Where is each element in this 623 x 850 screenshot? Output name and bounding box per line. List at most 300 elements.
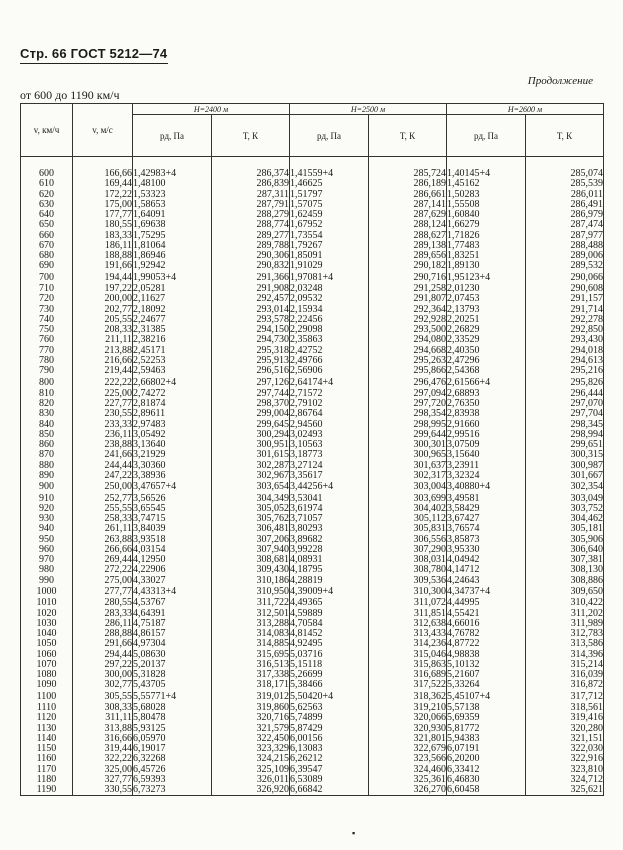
cell-speed-kmh: 760 (21, 335, 73, 345)
cell-temperature-3: 324,712 (526, 775, 604, 785)
cell-pressure-1: 2,05281 (133, 284, 212, 294)
cell-pressure-1: 2,38216 (133, 335, 212, 345)
cell-speed-kmh: 1010 (21, 598, 73, 608)
cell-pressure-1: 3,13640 (133, 440, 212, 450)
cell-pressure-3: 5,45107+4 (447, 691, 526, 704)
cell-temperature-2: 317,522 (369, 680, 447, 690)
cell-speed-ms: 233,33 (73, 420, 133, 430)
cell-temperature-2: 311,072 (369, 598, 447, 608)
cell-temperature-1: 288,279 (212, 210, 290, 220)
cell-pressure-3: 4,34737+4 (447, 586, 526, 599)
cell-pressure-3: 6,46830 (447, 775, 526, 785)
cell-temperature-1: 308,681 (212, 555, 290, 565)
cell-temperature-2: 302,317 (369, 471, 447, 481)
cell-temperature-1: 291,908 (212, 284, 290, 294)
cell-speed-ms: 194,44 (73, 272, 133, 285)
cell-pressure-1: 5,31828 (133, 670, 212, 680)
cell-speed-ms: 202,77 (73, 305, 133, 315)
cell-speed-ms: 327,77 (73, 775, 133, 785)
cell-temperature-3: 316,872 (526, 680, 604, 690)
cell-speed-ms: 225,00 (73, 389, 133, 399)
cell-temperature-3: 288,488 (526, 241, 604, 251)
cell-temperature-3: 306,640 (526, 545, 604, 555)
cell-pressure-3: 3,32324 (447, 471, 526, 481)
cell-pressure-1: 2,66802+4 (133, 376, 212, 389)
cell-pressure-2: 5,87429 (290, 724, 369, 734)
table-row (21, 471, 604, 481)
cell-temperature-1: 304,349 (212, 494, 290, 504)
cell-temperature-3: 286,491 (526, 200, 604, 210)
cell-temperature-2: 326,270 (369, 785, 447, 796)
cell-pressure-1: 5,80478 (133, 713, 212, 723)
cell-speed-ms: 258,33 (73, 514, 133, 524)
cell-temperature-2: 304,402 (369, 504, 447, 514)
cell-pressure-3: 5,69359 (447, 713, 526, 723)
cell-pressure-3: 6,33412 (447, 765, 526, 775)
cell-speed-ms: 252,77 (73, 494, 133, 504)
table-row (21, 586, 604, 599)
cell-speed-kmh: 910 (21, 494, 73, 504)
table-row (21, 272, 604, 285)
cell-temperature-1: 311,722 (212, 598, 290, 608)
cell-temperature-2: 308,780 (369, 565, 447, 575)
cell-pressure-2: 6,00156 (290, 734, 369, 744)
cell-speed-ms: 294,44 (73, 650, 133, 660)
cell-pressure-1: 1,58653 (133, 200, 212, 210)
cell-temperature-2: 303,699 (369, 494, 447, 504)
cell-temperature-2: 311,851 (369, 609, 447, 619)
cell-temperature-1: 299,004 (212, 409, 290, 419)
table-row (21, 565, 604, 575)
cell-temperature-2: 295,866 (369, 366, 447, 376)
cell-temperature-1: 319,012 (212, 691, 290, 704)
cell-speed-ms: 322,22 (73, 754, 133, 764)
cell-pressure-2: 3,02493 (290, 430, 369, 440)
cell-temperature-3: 285,539 (526, 179, 604, 189)
cell-speed-kmh: 870 (21, 450, 73, 460)
cell-temperature-3: 322,916 (526, 754, 604, 764)
cell-pressure-2: 6,39547 (290, 765, 369, 775)
cell-pressure-3: 4,98838 (447, 650, 526, 660)
cell-speed-ms: 283,33 (73, 609, 133, 619)
cell-pressure-2: 5,26699 (290, 670, 369, 680)
cell-temperature-1: 300,294 (212, 430, 290, 440)
cell-pressure-3: 1,89130 (447, 261, 526, 271)
col-header-temperature-3: T, К (526, 115, 604, 157)
cell-pressure-2: 4,18795 (290, 565, 369, 575)
cell-pressure-3: 5,33264 (447, 680, 526, 690)
cell-temperature-1: 293,578 (212, 315, 290, 325)
cell-temperature-2: 286,189 (369, 179, 447, 189)
cell-pressure-1: 3,05492 (133, 430, 212, 440)
cell-speed-kmh: 1020 (21, 609, 73, 619)
page-title: Стр. 66 ГОСТ 5212—74 (20, 46, 168, 61)
cell-speed-ms: 255,55 (73, 504, 133, 514)
cell-temperature-2: 285,724 (369, 157, 447, 180)
cell-pressure-3: 2,76350 (447, 399, 526, 409)
cell-temperature-3: 312,783 (526, 629, 604, 639)
cell-speed-kmh: 650 (21, 220, 73, 230)
cell-pressure-1: 2,59463 (133, 366, 212, 376)
cell-speed-ms: 211,11 (73, 335, 133, 345)
cell-temperature-1: 305,052 (212, 504, 290, 514)
cell-temperature-3: 293,430 (526, 335, 604, 345)
cell-pressure-2: 1,79267 (290, 241, 369, 251)
cell-temperature-3: 286,011 (526, 190, 604, 200)
cell-pressure-2: 1,97081+4 (290, 272, 369, 285)
cell-pressure-1: 1,64091 (133, 210, 212, 220)
table-row (21, 157, 604, 180)
cell-pressure-1: 2,24677 (133, 315, 212, 325)
cell-pressure-1: 3,30360 (133, 461, 212, 471)
cell-speed-ms: 186,11 (73, 241, 133, 251)
cell-pressure-3: 2,20251 (447, 315, 526, 325)
cell-pressure-3: 3,49581 (447, 494, 526, 504)
cell-speed-ms: 244,44 (73, 461, 133, 471)
cell-speed-kmh: 720 (21, 294, 73, 304)
cell-temperature-3: 305,181 (526, 524, 604, 534)
cell-temperature-2: 289,138 (369, 241, 447, 251)
cell-pressure-1: 3,84039 (133, 524, 212, 534)
cell-speed-kmh: 1040 (21, 629, 73, 639)
cell-speed-ms: 330,55 (73, 785, 133, 796)
cell-temperature-2: 318,362 (369, 691, 447, 704)
cell-pressure-2: 1,57075 (290, 200, 369, 210)
cell-pressure-1: 5,68028 (133, 703, 212, 713)
cell-pressure-2: 3,80293 (290, 524, 369, 534)
cell-speed-kmh: 780 (21, 356, 73, 366)
cell-temperature-1: 313,288 (212, 619, 290, 629)
cell-temperature-3: 290,608 (526, 284, 604, 294)
cell-temperature-1: 320,716 (212, 713, 290, 723)
cell-speed-ms: 277,77 (73, 586, 133, 599)
cell-temperature-1: 307,940 (212, 545, 290, 555)
cell-temperature-1: 303,654 (212, 481, 290, 494)
cell-temperature-3: 311,989 (526, 619, 604, 629)
cell-temperature-2: 297,720 (369, 399, 447, 409)
table-row (21, 524, 604, 534)
cell-pressure-3: 2,47296 (447, 356, 526, 366)
cell-pressure-2: 3,99228 (290, 545, 369, 555)
cell-pressure-2: 3,89682 (290, 535, 369, 545)
cell-temperature-1: 290,832 (212, 261, 290, 271)
cell-temperature-1: 297,126 (212, 376, 290, 389)
cell-speed-ms: 205,55 (73, 315, 133, 325)
col-header-temperature-1: T, К (212, 115, 290, 157)
cell-pressure-1: 3,56526 (133, 494, 212, 504)
cell-temperature-3: 301,667 (526, 471, 604, 481)
cell-temperature-2: 312,638 (369, 619, 447, 629)
cell-pressure-1: 2,89611 (133, 409, 212, 419)
cell-speed-kmh: 1060 (21, 650, 73, 660)
cell-speed-kmh: 670 (21, 241, 73, 251)
cell-speed-kmh: 1180 (21, 775, 73, 785)
cell-temperature-1: 287,311 (212, 190, 290, 200)
table-row (21, 294, 604, 304)
cell-speed-kmh: 930 (21, 514, 73, 524)
cell-speed-ms: 180,55 (73, 220, 133, 230)
cell-temperature-2: 307,290 (369, 545, 447, 555)
cell-temperature-3: 295,826 (526, 376, 604, 389)
cell-speed-kmh: 730 (21, 305, 73, 315)
cell-pressure-1: 3,74715 (133, 514, 212, 524)
cell-speed-ms: 227,77 (73, 399, 133, 409)
cell-speed-ms: 313,88 (73, 724, 133, 734)
cell-pressure-3: 5,10132 (447, 660, 526, 670)
col-header-speed-ms: v, м/с (73, 104, 133, 157)
cell-pressure-1: 6,05970 (133, 734, 212, 744)
cell-pressure-1: 2,18092 (133, 305, 212, 315)
cell-temperature-1: 319,860 (212, 703, 290, 713)
cell-pressure-2: 4,81452 (290, 629, 369, 639)
cell-speed-ms: 241,66 (73, 450, 133, 460)
cell-temperature-2: 325,361 (369, 775, 447, 785)
cell-temperature-2: 296,476 (369, 376, 447, 389)
cell-pressure-2: 4,70584 (290, 619, 369, 629)
cell-pressure-3: 3,76574 (447, 524, 526, 534)
cell-speed-kmh: 1160 (21, 754, 73, 764)
cell-temperature-1: 307,206 (212, 535, 290, 545)
cell-temperature-3: 310,422 (526, 598, 604, 608)
cell-temperature-3: 294,613 (526, 356, 604, 366)
cell-speed-kmh: 820 (21, 399, 73, 409)
cell-temperature-1: 306,481 (212, 524, 290, 534)
cell-pressure-3: 3,23911 (447, 461, 526, 471)
cell-speed-ms: 247,22 (73, 471, 133, 481)
cell-pressure-2: 3,10563 (290, 440, 369, 450)
cell-pressure-2: 3,35617 (290, 471, 369, 481)
cell-speed-ms: 177,77 (73, 210, 133, 220)
cell-temperature-3: 319,416 (526, 713, 604, 723)
cell-temperature-1: 290,306 (212, 251, 290, 261)
cell-temperature-3: 300,987 (526, 461, 604, 471)
table-row (21, 335, 604, 345)
cell-pressure-2: 4,08931 (290, 555, 369, 565)
cell-pressure-3: 3,40880+4 (447, 481, 526, 494)
table-row (21, 576, 604, 586)
cell-pressure-2: 1,85091 (290, 251, 369, 261)
cell-pressure-2: 3,71057 (290, 514, 369, 524)
cell-pressure-2: 2,94560 (290, 420, 369, 430)
cell-temperature-1: 293,014 (212, 305, 290, 315)
cell-temperature-1: 326,011 (212, 775, 290, 785)
cell-speed-kmh: 710 (21, 284, 73, 294)
cell-pressure-3: 6,07191 (447, 744, 526, 754)
cell-speed-ms: 183,33 (73, 231, 133, 241)
cell-temperature-2: 287,629 (369, 210, 447, 220)
cell-temperature-2: 300,965 (369, 450, 447, 460)
cell-speed-kmh: 880 (21, 461, 73, 471)
cell-pressure-2: 5,03716 (290, 650, 369, 660)
table-row (21, 754, 604, 764)
cell-pressure-1: 2,52253 (133, 356, 212, 366)
table-body (21, 157, 604, 796)
cell-temperature-2: 316,689 (369, 670, 447, 680)
table-row (21, 639, 604, 649)
cell-speed-ms: 169,44 (73, 179, 133, 189)
cell-speed-kmh: 1150 (21, 744, 73, 754)
cell-pressure-2: 1,46625 (290, 179, 369, 189)
cell-temperature-2: 308,031 (369, 555, 447, 565)
cell-pressure-3: 6,60458 (447, 785, 526, 796)
cell-pressure-3: 1,40145+4 (447, 157, 526, 180)
cell-pressure-2: 2,71572 (290, 389, 369, 399)
cell-pressure-2: 6,26212 (290, 754, 369, 764)
cell-pressure-1: 1,69638 (133, 220, 212, 230)
cell-speed-ms: 325,00 (73, 765, 133, 775)
cell-speed-ms: 263,88 (73, 535, 133, 545)
cell-speed-kmh: 940 (21, 524, 73, 534)
cell-speed-ms: 316,66 (73, 734, 133, 744)
table-row (21, 785, 604, 796)
cell-temperature-2: 286,661 (369, 190, 447, 200)
cell-speed-kmh: 1140 (21, 734, 73, 744)
table-row (21, 450, 604, 460)
cell-pressure-2: 2,56906 (290, 366, 369, 376)
cell-temperature-1: 286,839 (212, 179, 290, 189)
cell-temperature-3: 309,650 (526, 586, 604, 599)
cell-temperature-3: 322,030 (526, 744, 604, 754)
table-row (21, 481, 604, 494)
cell-speed-kmh: 1170 (21, 765, 73, 775)
cell-temperature-2: 291,807 (369, 294, 447, 304)
cell-temperature-3: 289,532 (526, 261, 604, 271)
cell-temperature-1: 286,374 (212, 157, 290, 180)
cell-pressure-2: 4,39009+4 (290, 586, 369, 599)
cell-pressure-1: 3,47657+4 (133, 481, 212, 494)
cell-pressure-3: 1,50283 (447, 190, 526, 200)
cell-temperature-1: 309,430 (212, 565, 290, 575)
cell-temperature-1: 325,109 (212, 765, 290, 775)
cell-pressure-2: 2,29098 (290, 325, 369, 335)
cell-temperature-2: 288,627 (369, 231, 447, 241)
cell-pressure-1: 1,86946 (133, 251, 212, 261)
cell-temperature-2: 313,433 (369, 629, 447, 639)
cell-pressure-3: 5,57138 (447, 703, 526, 713)
cell-speed-kmh: 610 (21, 179, 73, 189)
cell-temperature-3: 316,039 (526, 670, 604, 680)
cell-pressure-2: 3,53041 (290, 494, 369, 504)
cell-pressure-2: 6,13083 (290, 744, 369, 754)
cell-temperature-3: 292,850 (526, 325, 604, 335)
cell-temperature-3: 314,396 (526, 650, 604, 660)
cell-temperature-3: 287,474 (526, 220, 604, 230)
cell-speed-ms: 219,44 (73, 366, 133, 376)
cell-pressure-1: 2,31385 (133, 325, 212, 335)
table-row (21, 179, 604, 189)
cell-pressure-1: 4,64391 (133, 609, 212, 619)
cell-pressure-3: 1,60840 (447, 210, 526, 220)
cell-temperature-3: 296,444 (526, 389, 604, 399)
cell-temperature-2: 305,831 (369, 524, 447, 534)
cell-temperature-1: 297,744 (212, 389, 290, 399)
cell-speed-kmh: 1000 (21, 586, 73, 599)
cell-speed-ms: 311,11 (73, 713, 133, 723)
cell-temperature-3: 294,018 (526, 346, 604, 356)
cell-pressure-3: 2,54368 (447, 366, 526, 376)
cell-pressure-1: 6,19017 (133, 744, 212, 754)
cell-temperature-2: 314,236 (369, 639, 447, 649)
cell-temperature-1: 302,287 (212, 461, 290, 471)
cell-temperature-2: 320,930 (369, 724, 447, 734)
cell-temperature-1: 324,215 (212, 754, 290, 764)
cell-speed-kmh: 990 (21, 576, 73, 586)
cell-pressure-1: 1,92942 (133, 261, 212, 271)
cell-temperature-3: 311,202 (526, 609, 604, 619)
table-row (21, 680, 604, 690)
cell-temperature-3: 287,977 (526, 231, 604, 241)
cell-pressure-3: 4,87722 (447, 639, 526, 649)
cell-pressure-3: 4,44995 (447, 598, 526, 608)
cell-pressure-2: 2,42752 (290, 346, 369, 356)
cell-temperature-3: 298,345 (526, 420, 604, 430)
cell-temperature-1: 300,951 (212, 440, 290, 450)
cell-temperature-2: 292,364 (369, 305, 447, 315)
cell-pressure-2: 2,64174+4 (290, 376, 369, 389)
cell-pressure-3: 4,66016 (447, 619, 526, 629)
cell-pressure-3: 5,21607 (447, 670, 526, 680)
cell-pressure-1: 3,38936 (133, 471, 212, 481)
cell-temperature-3: 318,561 (526, 703, 604, 713)
cell-temperature-1: 295,318 (212, 346, 290, 356)
cell-pressure-1: 1,48100 (133, 179, 212, 189)
cell-temperature-1: 294,730 (212, 335, 290, 345)
cell-speed-kmh: 740 (21, 315, 73, 325)
table-row (21, 220, 604, 230)
cell-speed-kmh: 1090 (21, 680, 73, 690)
cell-pressure-2: 1,62459 (290, 210, 369, 220)
cell-pressure-3: 3,85873 (447, 535, 526, 545)
cell-temperature-2: 291,258 (369, 284, 447, 294)
cell-temperature-2: 290,182 (369, 261, 447, 271)
cell-pressure-3: 4,24643 (447, 576, 526, 586)
cell-pressure-3: 1,66279 (447, 220, 526, 230)
cell-pressure-3: 1,83251 (447, 251, 526, 261)
col-header-speed-kmh: v, км/ч (21, 104, 73, 157)
cell-temperature-2: 298,995 (369, 420, 447, 430)
cell-speed-kmh: 1130 (21, 724, 73, 734)
cell-speed-ms: 172,22 (73, 190, 133, 200)
cell-pressure-2: 4,92495 (290, 639, 369, 649)
col-header-altitude-3: H=2600 м (447, 104, 604, 115)
cell-speed-ms: 291,66 (73, 639, 133, 649)
cell-speed-ms: 288,88 (73, 629, 133, 639)
cell-pressure-1: 1,53323 (133, 190, 212, 200)
cell-pressure-2: 2,79102 (290, 399, 369, 409)
cell-speed-kmh: 860 (21, 440, 73, 450)
col-header-altitude-2: H=2500 м (290, 104, 447, 115)
cell-speed-ms: 308,33 (73, 703, 133, 713)
cell-pressure-1: 6,59393 (133, 775, 212, 785)
cell-pressure-1: 2,45171 (133, 346, 212, 356)
cell-pressure-2: 3,61974 (290, 504, 369, 514)
cell-temperature-2: 315,863 (369, 660, 447, 670)
cell-speed-ms: 222,22 (73, 376, 133, 389)
cell-speed-ms: 266,66 (73, 545, 133, 555)
cell-temperature-3: 285,074 (526, 157, 604, 180)
cell-pressure-1: 4,97304 (133, 639, 212, 649)
cell-temperature-3: 325,621 (526, 785, 604, 796)
cell-speed-ms: 191,66 (73, 261, 133, 271)
cell-speed-ms: 166,66 (73, 157, 133, 180)
cell-pressure-3: 2,40350 (447, 346, 526, 356)
cell-temperature-1: 298,370 (212, 399, 290, 409)
table-row (21, 409, 604, 419)
cell-pressure-2: 5,15118 (290, 660, 369, 670)
table-row (21, 366, 604, 376)
cell-speed-kmh: 600 (21, 157, 73, 180)
cell-pressure-1: 4,22906 (133, 565, 212, 575)
